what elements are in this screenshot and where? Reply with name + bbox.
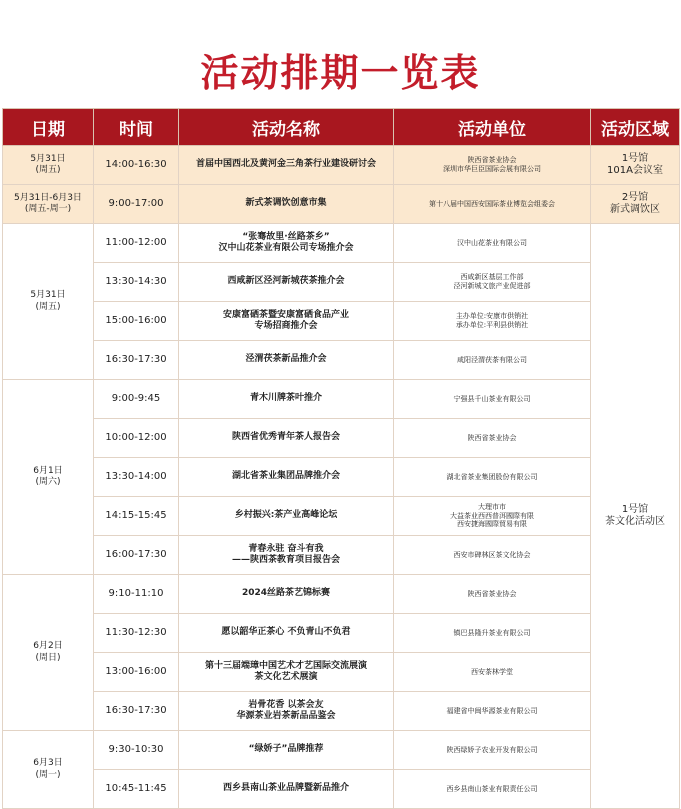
activity-name-cell: 青木川牌茶叶推介 (179, 380, 394, 419)
activity-name-cell: “张骞故里·丝路茶乡” 汉中山花茶业有限公司专场推介会 (179, 224, 394, 263)
table-row (3, 302, 680, 341)
table-row (3, 224, 680, 263)
header-activity-name: 活动名称 (179, 109, 394, 146)
time-cell: 9:30-10:30 (94, 731, 179, 770)
activity-name-cell: 第十三届端璋中国艺术才艺国际交流展演 茶文化艺术展演 (179, 653, 394, 692)
activity-name-cell: 西乡县南山茶业品牌暨新品推介 (179, 770, 394, 809)
organizer-cell: 西安市碑林区茶文化协会 (394, 536, 591, 575)
time-cell: 15:00-16:00 (94, 302, 179, 341)
time-cell: 14:00-16:30 (94, 146, 179, 185)
time-cell: 9:00-9:45 (94, 380, 179, 419)
schedule-table (2, 108, 680, 809)
table-row (3, 692, 680, 731)
activity-name-cell: 陕西省优秀青年茶人报告会 (179, 419, 394, 458)
activity-name-cell: 安康富硒茶暨安康富硒食品产业 专场招商推介会 (179, 302, 394, 341)
organizer-cell: 陕西省茶业协会 (394, 419, 591, 458)
table-row (3, 575, 680, 614)
area-cell: 1号馆 茶文化活动区 (591, 224, 680, 809)
time-cell: 14:15-15:45 (94, 497, 179, 536)
time-cell: 13:00-16:00 (94, 653, 179, 692)
organizer-cell: 宁强县千山茶业有限公司 (394, 380, 591, 419)
time-cell: 11:30-12:30 (94, 614, 179, 653)
organizer-cell: 陕西省茶业协会 (394, 575, 591, 614)
table-row (3, 263, 680, 302)
organizer-cell: 汉中山花茶业有限公司 (394, 224, 591, 263)
time-cell: 9:00-17:00 (94, 185, 179, 224)
activity-name-cell: 泾渭茯茶新品推介会 (179, 341, 394, 380)
table-row (3, 770, 680, 809)
table-row (3, 419, 680, 458)
area-cell: 1号馆 101A会议室 (591, 146, 680, 185)
date-cell: 6月2日 (周日) (3, 575, 94, 731)
date-cell: 5月31日 (周五) (3, 224, 94, 380)
table-row (3, 380, 680, 419)
time-cell: 16:00-17:30 (94, 536, 179, 575)
table-row (3, 614, 680, 653)
header-time: 时间 (94, 109, 179, 146)
header-area: 活动区域 (591, 109, 680, 146)
activity-name-cell: “绿娇子”品牌推荐 (179, 731, 394, 770)
activity-name-cell: 乡村振兴:茶产业高峰论坛 (179, 497, 394, 536)
table-row (3, 653, 680, 692)
activity-name-cell: 西咸新区泾河新城茯茶推介会 (179, 263, 394, 302)
table-row (3, 458, 680, 497)
table-row (3, 536, 680, 575)
time-cell: 10:00-12:00 (94, 419, 179, 458)
header-organizer: 活动单位 (394, 109, 591, 146)
organizer-cell: 第十八届中国西安国际茶业博览会组委会 (394, 185, 591, 224)
organizer-cell: 西安茶林学堂 (394, 653, 591, 692)
time-cell: 13:30-14:00 (94, 458, 179, 497)
header-date: 日期 (3, 109, 94, 146)
activity-name-cell: 青春永驻 奋斗有我 ——陕西茶教育项目报告会 (179, 536, 394, 575)
activity-name-cell: 岩骨花香 以茶会友 华源茶业岩茶新品品鉴会 (179, 692, 394, 731)
activity-name-cell: 首届中国西北及黄河金三角茶行业建设研讨会 (179, 146, 394, 185)
date-cell: 6月1日 (周六) (3, 380, 94, 575)
organizer-cell: 镇巴县隆升茶业有限公司 (394, 614, 591, 653)
time-cell: 10:45-11:45 (94, 770, 179, 809)
activity-name-cell: 新式茶调饮创意市集 (179, 185, 394, 224)
table-row (3, 731, 680, 770)
date-cell: 5月31日-6月3日 (周五-周一) (3, 185, 94, 224)
date-cell: 6月3日 (周一) (3, 731, 94, 809)
area-cell: 2号馆 新式调饮区 (591, 185, 680, 224)
activity-name-cell: 湖北省茶业集团品牌推介会 (179, 458, 394, 497)
organizer-cell: 大理市市 大益茶业西西普洱國際有限 西安捷海國際貿易有限 (394, 497, 591, 536)
table-row (3, 185, 680, 224)
organizer-cell: 湖北省茶业集团股份有限公司 (394, 458, 591, 497)
time-cell: 9:10-11:10 (94, 575, 179, 614)
time-cell: 13:30-14:30 (94, 263, 179, 302)
table-header-row (3, 109, 680, 146)
organizer-cell: 西咸新区基层工作部 泾河新城文旅产业促进部 (394, 263, 591, 302)
organizer-cell: 陕西省茶业协会 深圳市华巨臣国际会展有限公司 (394, 146, 591, 185)
table-row (3, 341, 680, 380)
time-cell: 16:30-17:30 (94, 692, 179, 731)
date-cell: 5月31日 (周五) (3, 146, 94, 185)
page-title: 活动排期一览表 (200, 51, 481, 95)
organizer-cell: 陕西绿娇子农业开发有限公司 (394, 731, 591, 770)
organizer-cell: 西乡县南山茶业有限责任公司 (394, 770, 591, 809)
activity-name-cell: 愿以韶华正茶心 不负青山不负君 (179, 614, 394, 653)
organizer-cell: 主办单位:安康市供销社 承办单位:平利县供销社 (394, 302, 591, 341)
table-row (3, 146, 680, 185)
time-cell: 11:00-12:00 (94, 224, 179, 263)
organizer-cell: 福建省中闽华源茶业有限公司 (394, 692, 591, 731)
table-row (3, 497, 680, 536)
time-cell: 16:30-17:30 (94, 341, 179, 380)
organizer-cell: 咸阳泾渭茯茶有限公司 (394, 341, 591, 380)
activity-name-cell: 2024丝路茶艺锦标赛 (179, 575, 394, 614)
